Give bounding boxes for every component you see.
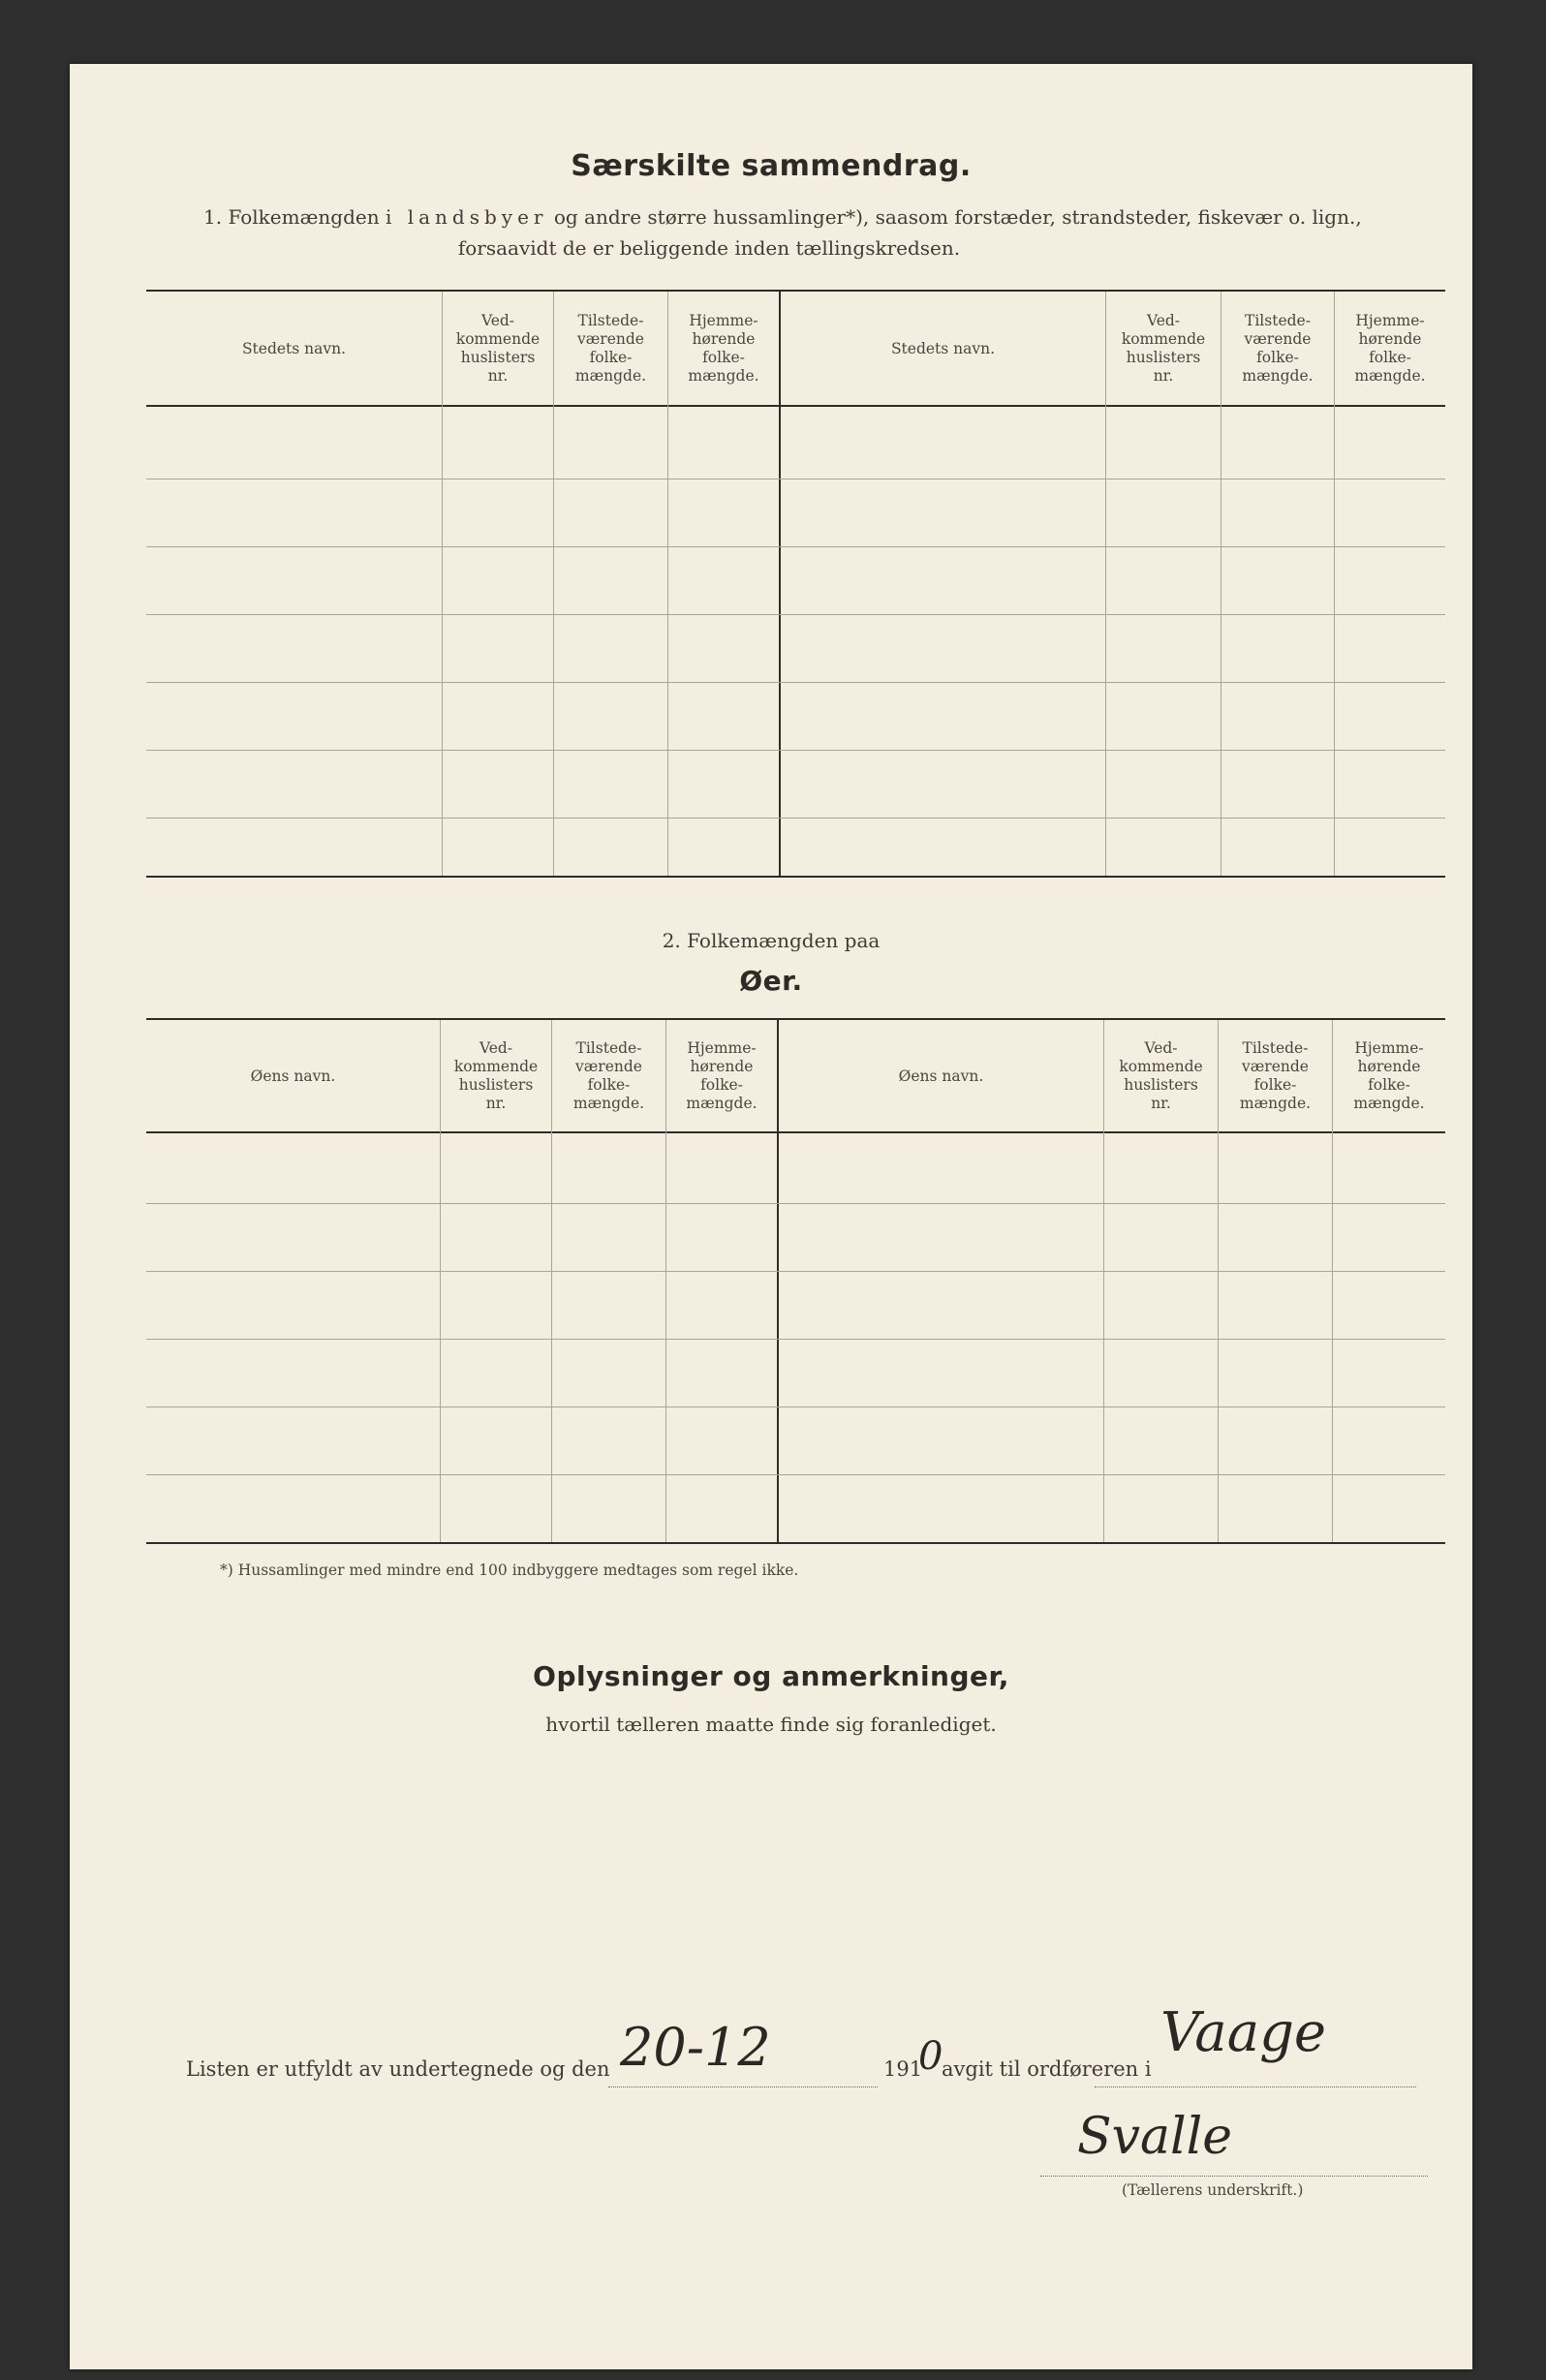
table-top-rule [146, 1018, 1445, 1020]
signature-line [1040, 2176, 1428, 2177]
col-header-list-number: Ved- kommende huslisters nr. [1121, 312, 1206, 385]
col-header-present-population: Tilstede- værende folke- mængde. [574, 312, 647, 385]
col-header-island-name: Øens navn. [250, 1066, 336, 1085]
table-bottom-rule [146, 876, 1445, 878]
signature-text-before: Listen er utfyldt av undertegnede og den [186, 2057, 610, 2081]
row-line [146, 1271, 1445, 1272]
col-header-island-name: Øens navn. [898, 1066, 984, 1085]
row-line [146, 546, 1445, 547]
date-line [608, 2086, 878, 2087]
table-bottom-rule [146, 1542, 1445, 1544]
col-header-resident-population: Hjemme- hørende folke- mængde. [686, 1039, 758, 1112]
row-line [146, 818, 1445, 819]
col-header-place-name: Stedets navn. [241, 339, 347, 357]
handwritten-date: 20-12 [620, 2017, 771, 2078]
section1-intro-rest: og andre større hussamlinger*), saasom forstæder, strandsteder, fiskevær o. lign., [547, 205, 1362, 229]
section2-title: Øer. [739, 965, 803, 997]
remarks-title: Oplysninger og anmerkninger, [533, 1660, 1009, 1692]
handwritten-year-digit: 0 [918, 2034, 943, 2079]
year-prefix: 191 [883, 2057, 923, 2081]
section1-intro-prefix: 1. Folkemængden [203, 205, 386, 229]
row-line [146, 614, 1445, 615]
signer-caption: (Tællerens underskrift.) [1122, 2181, 1304, 2199]
col-header-resident-population: Hjemme- hørende folke- mængde. [688, 312, 759, 385]
section1-intro [203, 205, 1424, 229]
col-header-present-population: Tilstede- værende folke- mængde. [1239, 1039, 1312, 1112]
section2-intro: 2. Folkemængden paa [662, 929, 881, 952]
census-form-page [70, 64, 1472, 2369]
header-bottom-rule [146, 1131, 1445, 1133]
row-line [146, 1474, 1445, 1475]
remarks-subtitle: hvortil tælleren maatte finde sig foranlediget. [545, 1713, 997, 1736]
row-line [146, 1339, 1445, 1340]
footnote: *) Hussamlinger med mindre end 100 indbyggere medtages som regel ikke. [220, 1561, 799, 1579]
col-header-present-population: Tilstede- værende folke- mængde. [1242, 312, 1314, 385]
col-header-list-number: Ved- kommende huslisters nr. [453, 1039, 539, 1112]
municipality-line [1095, 2086, 1416, 2087]
col-header-list-number: Ved- kommende huslisters nr. [1119, 1039, 1203, 1112]
row-line [146, 1203, 1445, 1204]
col-header-resident-population: Hjemme- hørende folke- mængde. [1353, 1039, 1425, 1112]
col-header-place-name: Stedets navn. [890, 339, 996, 357]
col-header-resident-population: Hjemme- hørende folke- mængde. [1354, 312, 1426, 385]
page-title: Særskilte sammendrag. [571, 149, 972, 183]
handwritten-signature: Svalle [1077, 2108, 1233, 2166]
section1-intro-spaced: i landsbyer [385, 205, 548, 229]
signature-text-after: avgit til ordføreren i [942, 2057, 1152, 2081]
row-line [146, 682, 1445, 683]
row-line [146, 750, 1445, 751]
handwritten-municipality: Vaage [1160, 2001, 1327, 2064]
col-header-present-population: Tilstede- værende folke- mængde. [572, 1039, 645, 1112]
header-bottom-rule [146, 405, 1445, 407]
row-line [146, 1406, 1445, 1407]
section1-intro-line2: forsaavidt de er beliggende inden tællingskredsen. [457, 236, 961, 260]
table-top-rule [146, 290, 1445, 292]
col-header-list-number: Ved- kommende huslisters nr. [455, 312, 541, 385]
